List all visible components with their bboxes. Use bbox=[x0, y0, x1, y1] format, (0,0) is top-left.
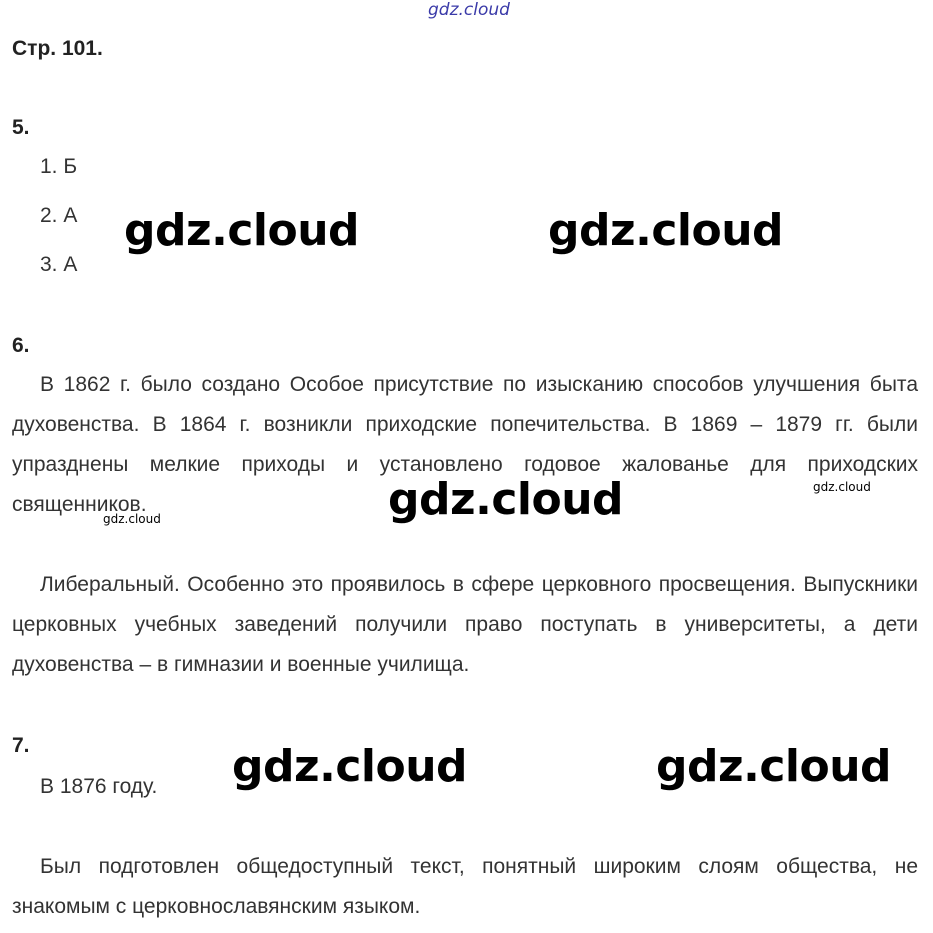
task5-answer-2: 2. А bbox=[40, 204, 78, 227]
task6-number: 6. bbox=[12, 334, 30, 357]
watermark-2: gdz.cloud bbox=[548, 205, 784, 256]
watermark-5: gdz.cloud bbox=[656, 741, 892, 792]
watermark-small-1: gdz.cloud bbox=[813, 480, 871, 494]
task6-paragraph-2-text: Либеральный. Особенно это проявилось в сфере церковного просвещения. Выпускники церковных учебных заведений получили право поступать в университеты, а дети духовенства – в гимназии и военные училища. bbox=[12, 573, 918, 676]
task7-paragraph-2-text: Был подготовлен общедоступный текст, понятный широким слоям общества, не знакомым с церковнославянским языком. bbox=[12, 855, 918, 918]
watermark-3: gdz.cloud bbox=[388, 474, 624, 525]
task6-paragraph-1-text: В 1862 г. было создано Особое присутствие по изысканию способов улучшения быта духовенства. В 1864 г. возникли приходские попечительства. В 1869 – 1879 гг. были упразднены мелкие приходы и установлено годовое жалованье для приходских священников. bbox=[12, 373, 918, 516]
task5-answer-1: 1. Б bbox=[40, 155, 78, 178]
watermark-4: gdz.cloud bbox=[232, 741, 468, 792]
watermark-small-2: gdz.cloud bbox=[103, 512, 161, 526]
task7-answer-1: В 1876 году. bbox=[40, 775, 158, 798]
watermark-1: gdz.cloud bbox=[124, 205, 360, 256]
task5-number: 5. bbox=[12, 116, 30, 139]
page-heading: Стр. 101. bbox=[12, 37, 103, 60]
task7-number: 7. bbox=[12, 734, 30, 757]
watermark-top: gdz.cloud bbox=[428, 0, 510, 20]
task6-paragraph-2 bbox=[12, 565, 918, 685]
task5-answer-3: 3. А bbox=[40, 253, 78, 276]
task7-paragraph-2 bbox=[12, 847, 918, 927]
